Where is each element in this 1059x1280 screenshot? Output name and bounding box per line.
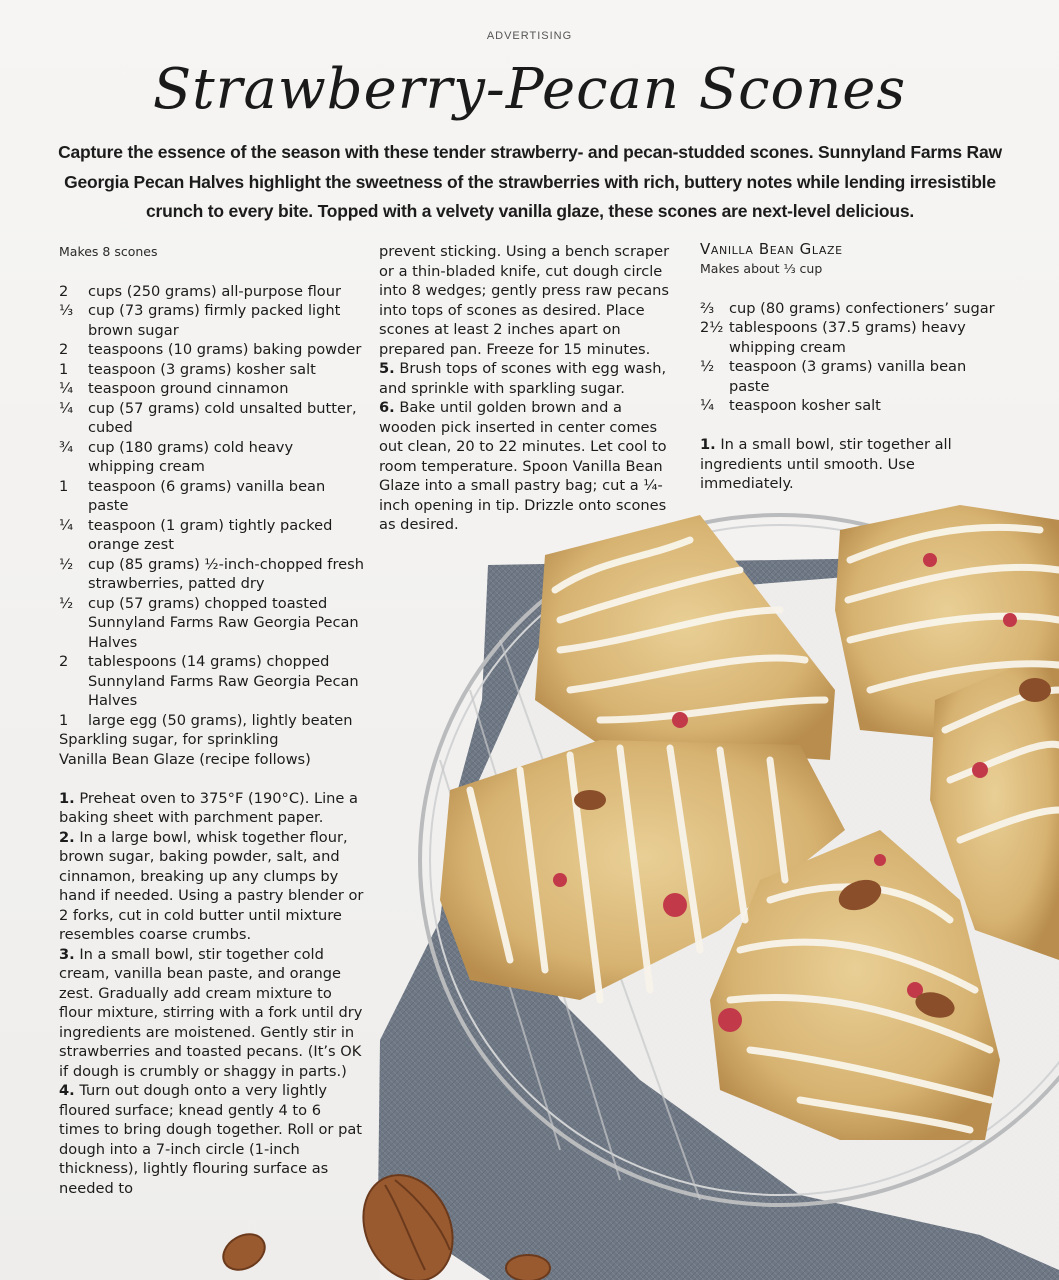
ingredient-text: teaspoon ground cinnamon [88,380,289,397]
ingredient-text: teaspoons (10 grams) baking powder [88,341,362,358]
step-number: 1. [59,789,75,807]
step-number: 2. [59,828,75,846]
ingredient-item [59,516,364,555]
glaze-steps [700,435,1010,494]
step-text: In a small bowl, stir together cold cream, vanilla bean paste, and orange zest. Gradually add cream mixture to flour mixture, stirring with a fork until dry ingredients are moistened. Gently stir in strawberries and toasted pecans. (It’s OK if dough is crumbly or shaggy in parts.) [59,945,363,1080]
glaze-ingredient-list [700,299,1010,416]
extra-ingredients [59,730,364,769]
ingredient-text: large egg (50 grams), lightly beaten [88,711,353,729]
ingredient-item [700,299,1010,319]
ingredient-quantity: ½ [59,594,74,612]
method-steps-part-2 [379,359,679,535]
ingredient-quantity: 1 [59,711,69,729]
step-number: 4. [59,1082,75,1099]
ingredient-text: cup (85 grams) ½-inch-chopped fresh strawberries, patted dry [88,555,364,592]
ingredient-item [59,360,364,380]
step-number: 1. [700,436,716,453]
ingredient-quantity: 2½ [700,319,724,336]
ingredient-item [59,652,364,711]
ingredient-quantity: ½ [700,358,715,375]
glaze-yield: Makes about ⅓ cup [700,261,823,276]
ingredient-text: cup (57 grams) cold unsalted butter, cubed [88,399,357,436]
ingredient-text: cup (180 grams) cold heavy whipping cream [88,438,294,475]
ingredient-text: cup (57 grams) chopped toasted Sunnyland Farms Raw Georgia Pecan Halves [88,594,359,651]
ingredient-quantity: 1 [59,477,69,495]
method-step [59,828,364,945]
method-step [379,359,679,398]
ingredient-quantity: 2 [59,282,69,300]
ingredient-item [700,357,1010,396]
recipe-title: Strawberry-Pecan Scones [152,57,907,122]
ingredient-quantity: ¼ [59,399,74,417]
ingredient-item [700,396,1010,416]
step-number: 6. [379,399,395,416]
ingredient-item [59,477,364,516]
method-steps-part-1 [59,789,364,1199]
step-text: In a large bowl, whisk together flour, brown sugar, baking powder, salt, and cinnamon, breaking up any clumps by hand if needed. Using a pastry blender or 2 forks, cut in cold butter until mixture resembles coarse crumbs. [59,828,364,943]
recipe-yield: Makes 8 scones [59,244,158,259]
ingredient-quantity: 2 [59,341,69,358]
ingredient-item [700,318,1010,357]
method-step [59,1081,364,1198]
ingredient-text: tablespoons (14 grams) chopped Sunnyland Farms Raw Georgia Pecan Halves [88,653,359,709]
ingredient-quantity: ¾ [59,438,74,456]
step-number: 5. [379,360,395,377]
ingredient-quantity: ¼ [700,397,715,414]
ingredient-quantity: 1 [59,360,69,378]
step-text: Preheat oven to 375°F (190°C). Line a baking sheet with parchment paper. [59,789,358,826]
method-step [59,789,364,828]
ingredient-text: cup (80 grams) confectioners’ sugar [729,299,995,317]
column-2 [379,242,679,535]
ingredient-quantity: ⅓ [59,302,74,319]
step-text: In a small bowl, stir together all ingredients until smooth. Use immediately. [700,436,952,492]
ingredient-item [59,282,364,302]
ingredient-item: Vanilla Bean Glaze (recipe follows) [59,750,311,768]
ingredient-item [59,438,364,477]
ingredient-quantity: ¼ [59,516,74,534]
column-1 [59,242,364,1198]
glaze-title: Vanilla Bean Glaze [700,240,843,258]
ingredient-item [59,379,364,399]
step-text: Bake until golden brown and a wooden pick inserted in center comes out clean, 20 to 22 minutes. Let cool to room temperature. Spoon Vanilla Bean Glaze into a small pastry bag; cut a ¼-inch opening in tip. Drizzle onto scones as desired. [379,399,667,533]
recipe-intro: Capture the essence of the season with these tender strawberry- and pecan-studded scones. Sunnyland Farms Raw Georgia Pecan Halves highlight the sweetness of the strawberries with rich, buttery notes while lending irresistible crunch to every bite. Topped with a velvety vanilla glaze, these scones are next-level delicious. [58,142,1002,221]
ingredient-item [59,340,364,360]
ingredient-text: teaspoon (3 grams) kosher salt [88,360,316,378]
method-step [379,398,679,535]
ingredient-quantity: ¼ [59,380,74,397]
ingredient-text: cups (250 grams) all-purpose flour [88,282,341,300]
step-4-continuation: prevent sticking. Using a bench scraper or a thin-bladed knife, cut dough circle into 8 wedges; gently press raw pecans into tops of scones as desired. Place scones at least 2 inches apart on prepared pan. Freeze for 15 minutes. [379,243,670,358]
ingredient-item [59,301,364,340]
ingredient-item [59,555,364,594]
ingredient-item: Sparkling sugar, for sprinkling [59,731,279,748]
ingredient-quantity: ½ [59,555,74,573]
ingredient-text: teaspoon (3 grams) vanilla bean paste [729,358,967,395]
method-step [59,945,364,1082]
ingredient-text: tablespoons (37.5 grams) heavy whipping cream [729,319,966,356]
ingredient-text: cup (73 grams) firmly packed light brown sugar [88,302,341,339]
ingredient-item [59,594,364,653]
ingredient-list [59,282,364,731]
ingredient-item [59,711,364,731]
step-number: 3. [59,945,75,963]
ingredient-text: teaspoon (6 grams) vanilla bean paste [88,477,326,514]
ingredient-text: teaspoon (1 gram) tightly packed orange zest [88,516,333,553]
ingredient-quantity: 2 [59,653,69,670]
ingredient-text: teaspoon kosher salt [729,397,881,414]
step-text: Turn out dough onto a very lightly floured surface; knead gently 4 to 6 times to bring dough together. Roll or pat dough into a 7-inch circle (1-inch thickness), lightly flouring surface as needed to [59,1082,363,1197]
advertising-label: ADVERTISING [486,30,573,42]
ingredient-quantity: ⅔ [700,299,715,317]
ingredient-item [59,399,364,438]
step-text: Brush tops of scones with egg wash, and sprinkle with sparkling sugar. [379,360,667,397]
column-3 [700,240,1010,494]
method-step [700,435,1010,494]
